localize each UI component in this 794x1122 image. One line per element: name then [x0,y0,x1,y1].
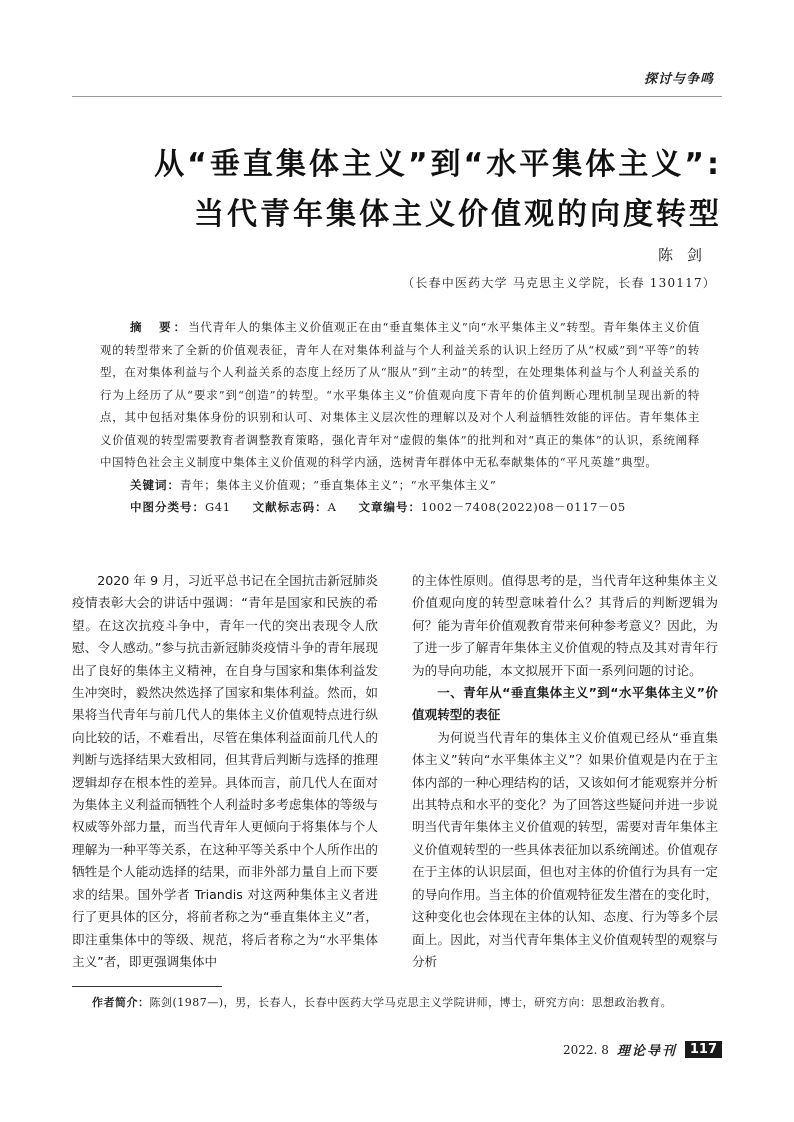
keywords-label: 关键词： [130,477,180,492]
section-heading: 一、青年从“垂直集体主义”到“水平集体主义”价值观转型的表征 [412,685,718,723]
article-title [72,140,722,240]
journal-name: 理论导刊 [616,1044,677,1059]
footnote-label: 作者简介： [92,996,150,1009]
abstract [100,316,700,474]
article-no-value: 1002－7408(2022)08－0117－05 [421,500,626,514]
clc-value: G41 [205,500,231,514]
author-name: 陈剑 [657,246,716,264]
keywords-text: 青年；集体主义价值观；“垂直集体主义”；“水平集体主义” [180,477,497,492]
author-footnote [92,994,732,1012]
doc-code-label: 文献标志码： [252,500,328,514]
abstract-text: 当代青年人的集体主义价值观正在由“垂直集体主义”向“水平集体主义”转型。青年集体主义价值观的转型带来了全新的价值观表征，青年人在对集体利益与个人利益关系的认识上经历了从“权威”到“平等”的转型，在对集体利益与个人利益关系的态度上经历了从“服从”到“主动”的转型，在处理集体利益与个人利益关系的行为上经历了从“要求”到“创造”的转型。“水平集体主义”价值观向度下青年的价值判断心理机制呈现出新的特点，其中包括对集体身份的识别和认可、对集体主义层次性的理解以及对个人利益牺牲效能的评估。青年集体主义价值观的转型需要教育者调整教育策略，强化青年对“虚假的集体”的批判和对“真正的集体”的认识，系统阐释中国特色社会主义制度中集体主义价值观的科学内涵，选树青年群体中无私奉献集体的“平凡英雄”典型。 [100,320,701,469]
body-paragraph: 2020 年 9 月，习近平总书记在全国抗击新冠肺炎疫情表彰大会的讲话中强调：“青年是国家和民族的希望。在这次抗疫斗争中，青年一代的突出表现令人欣慰、令人感动。”参与抗击新冠肺炎疫情斗争的青年展现出了良好的集体主义精神，在自身与国家和集体利益发生冲突时，毅然决然选择了国家和集体利益。然而，如果将当代青年与前几代人的集体主义价值观特点进行纵向比较的话，不难看出，尽管在集体利益面前几代人的判断与选择结果大致相同，但其背后判断与选择的推理逻辑却存在根本性的差异。具体而言，前几代人在面对为集体主义利益而牺牲个人利益时多考虑集体的等级与权威等外部力量，而当代青年人更倾向于将集体与个人理解为一种平等关系，在这种平等关系中个人所作出的牺牲是个人能动选择的结果，而非外部力量自上而下要求的结果。国外学者 Triandis 对这两种集体主义者进行了更具体的区分，将前者称之为“垂直集体主义”者，即注重集体中的等级、规范，将后者称之为“水平集体主义”者，即更强调集体中 [72,573,378,969]
body-column-right [412,570,718,973]
abstract-label: 摘 要： [130,320,189,334]
classification-line [130,496,700,519]
body-paragraph: 的主体性原则。值得思考的是，当代青年这种集体主义价值观向度的转型意味着什么？其背后的判断逻辑为何？能为青年价值观教育带来何种参考意义？因此，为了进一步了解青年集体主义价值观的特点及其对青年行为的导向功能，本文拟展开下面一系列问题的讨论。 [412,573,718,678]
page-number: 117 [685,1041,722,1058]
abstract-block [100,316,700,519]
title-line-1: 从“垂直集体主义”到“水平集体主义”: [154,147,722,182]
article-no-label: 文章编号： [358,500,422,514]
title-line-2: 当代青年集体主义价值观的向度转型 [194,197,722,232]
footnote-rule [72,986,222,987]
section-tag: 探讨与争鸣 [643,72,714,87]
clc-label: 中图分类号： [130,500,205,514]
header-rule [72,96,722,97]
doc-code-value: A [327,500,337,514]
footnote-text: 陈剑(1987—)，男，长春人，长春中医药大学马克思主义学院讲师，博士，研究方向：思想政治教育。 [149,996,673,1009]
body-column-left [72,570,378,973]
page-footer [563,1040,722,1059]
keywords-line [130,474,700,497]
issue-date: 2022. 8 [563,1042,609,1057]
author-affiliation: （长春中医药大学 马克思主义学院，长春 130117） [402,276,716,290]
body-paragraph: 为何说当代青年的集体主义价值观已经从“垂直集体主义”转向“水平集体主义”？如果价值观是内在于主体内部的一种心理结构的话，又该如何才能观察并分析出其特点和水平的变化？为了回答这些疑问并进一步说明当代青年集体主义价值观的转型，需要对青年集体主义价值观转型的一些具体表征加以系统阐述。价值观存在于主体的认识层面，但也对主体的价值行为具有一定的导向作用。当主体的价值观特征发生潜在的变化时，这种变化也会体现在主体的认知、态度、行为等多个层面上。因此，对当代青年集体主义价值观转型的观察与分析 [412,729,718,969]
